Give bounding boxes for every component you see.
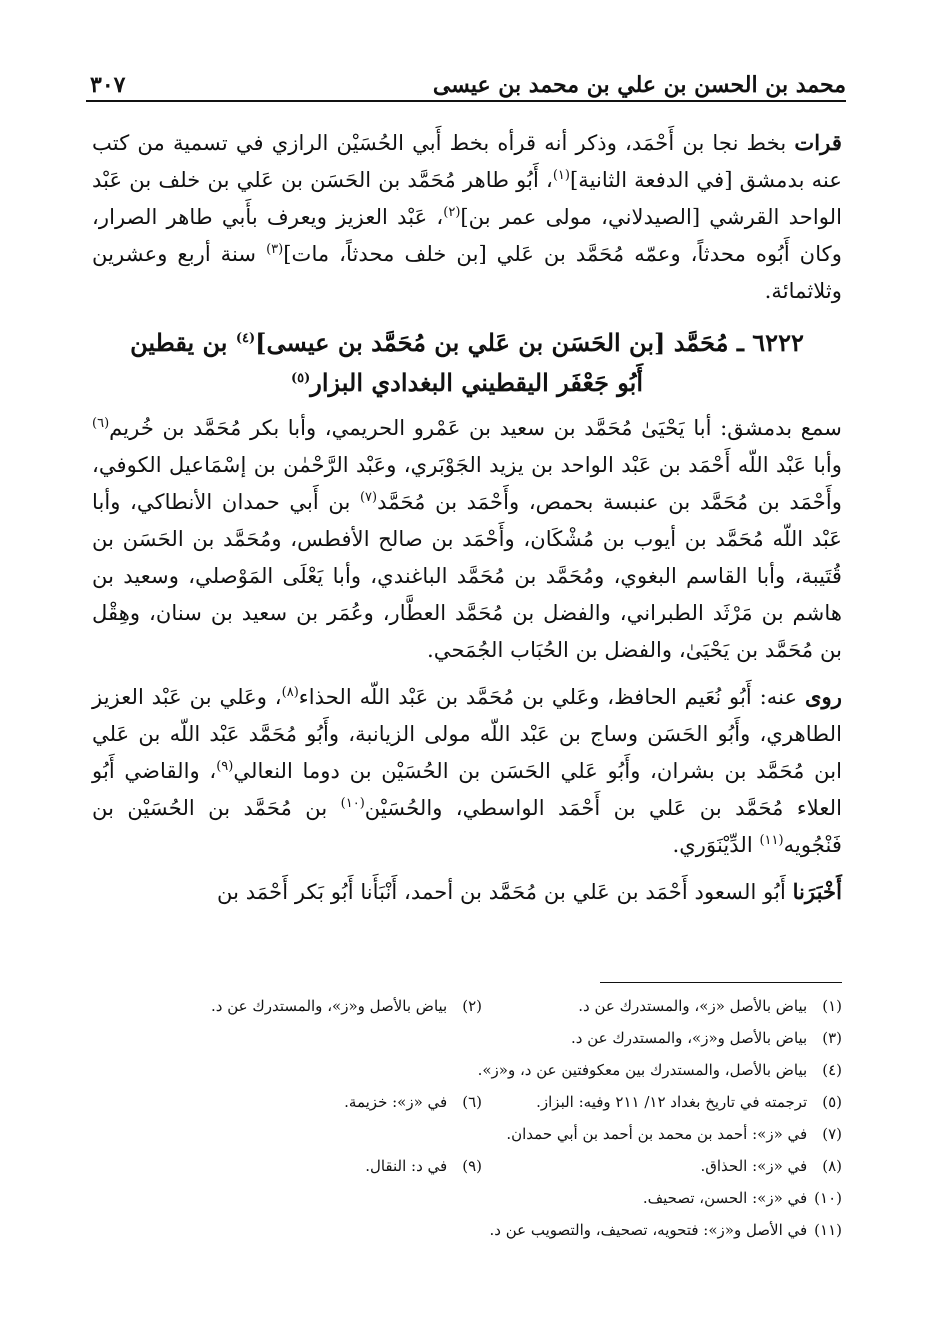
text-run: وأبا عَبْد اللّه أَحْمَد بن عَبْد الواحد بن يزيد الجَوْبَري، وعَبْد الرَّحْمٰن بن إسْمَاعيل الكوفي، وأَحْمَد بن مُحَمَّد بن عنبسة بحمص، وأَحْمَد بن مُحَمَّد	[92, 452, 842, 514]
footnote-ref[interactable]: (٣)	[266, 241, 284, 257]
footnote-ref[interactable]: (٢)	[443, 204, 461, 220]
footnote-ref[interactable]: (١)	[552, 167, 570, 183]
footnote-row	[100, 1118, 842, 1150]
footnote-text: في الأصل و«ز»: فتحويه، تصحيف، والتصويب عن د.	[489, 1221, 808, 1239]
footnote-row	[100, 990, 842, 1022]
footnote	[478, 1054, 842, 1086]
text-run: ، عَبْد العزيز ويعرف بأَبي طاهر الصرار، وكان أَبُوه محدثاً، وعمّه مُحَمَّد بن عَلي [بن خلف محدثاً، مات]	[92, 204, 842, 266]
footnote-row	[100, 1054, 842, 1086]
footnote-row	[100, 1214, 842, 1246]
footnotes	[100, 990, 842, 1246]
text-run: ، وعَلي بن عَبْد العزيز الطاهري، وأَبُو الحَسَن وساج بن عَبْد اللّه مولى الزيانبة، وأَبُو مُحَمَّد عَبْد اللّه بن عَلي ابن مُحَمَّد بن بشران، وأَبُو عَلي الحَسَن بن الحُسَيْن بن دوما النعالي	[92, 684, 843, 783]
footnote-number: (٣)	[822, 1029, 842, 1047]
footnote-text: في «ز»: أحمد بن محمد بن أحمد بن أبي حمدان.	[506, 1125, 808, 1143]
footnotes-rule	[600, 982, 842, 983]
text-run: ٦٢٢٢ ـ مُحَمَّد [بن الحَسَن بن عَلي بن مُحَمَّد بن عيسى]	[255, 328, 804, 357]
footnote-number: (١١)	[814, 1221, 842, 1239]
footnote-text: بياض بالأصل «ز»، والمستدرك عن د.	[578, 997, 808, 1015]
footnote-text: في «ز»: الحذاق.	[700, 1157, 808, 1175]
footnote-text: بياض بالأصل و«ز»، والمستدرك عن د.	[571, 1029, 808, 1047]
header-rule	[86, 100, 846, 102]
footnote-ref[interactable]: (٥)	[290, 371, 311, 386]
running-title: محمد بن الحسن بن علي بن محمد بن عيسى	[432, 72, 846, 98]
footnote-number: (١)	[822, 997, 842, 1015]
footnote-number: (٨)	[822, 1157, 842, 1175]
text-run: الدِّيْنَوَري.	[672, 832, 760, 857]
footnote	[482, 1086, 842, 1118]
text-run: ، أَبُو طاهر مُحَمَّد بن الحَسَن بن عَلي بن خلف بن عَبْد الواحد القرشي [الصيدلاني، مولى عمر بن]	[92, 167, 842, 229]
footnote-text: في «ز»: الحسن، تصحيف.	[642, 1189, 808, 1207]
footnote-number: (٥)	[822, 1093, 842, 1111]
footnote-ref[interactable]: (١٠)	[340, 795, 365, 811]
footnote	[643, 1182, 842, 1214]
footnote	[365, 1150, 482, 1182]
footnote	[482, 990, 842, 1022]
footnote	[571, 1022, 842, 1054]
text-run: أَبُو جَعْفَر اليقطيني البغدادي البزار	[310, 368, 644, 397]
footnote-ref[interactable]: (٩)	[216, 758, 234, 774]
footnote-row	[100, 1022, 842, 1054]
text-run: ، والقاضي أَبُو العلاء مُحَمَّد بن عَلي بن أَحْمَد الواسطي، والحُسَيْن	[92, 758, 842, 820]
footnote-text: بياض بالأصل و«ز»، والمستدرك عن د.	[211, 997, 448, 1015]
text-run: بن يقطين	[130, 328, 236, 357]
footnote-row	[100, 1182, 842, 1214]
paragraph-heard	[92, 409, 842, 668]
paragraph-informed	[92, 873, 842, 910]
footnote	[482, 1150, 842, 1182]
footnote-number: (٩)	[462, 1157, 482, 1175]
text-run: عنه: أَبُو نُعَيم الحافظ، وعَلي بن مُحَمَّد بن عَبْد اللّه الحذاء	[298, 684, 805, 709]
footnote	[211, 990, 482, 1022]
entry-heading-line-1	[92, 323, 842, 363]
paragraph-reading	[92, 124, 842, 309]
running-head	[90, 58, 846, 98]
text-run: أَبُو السعود أَحْمَد بن عَلي بن مُحَمَّد بن أحمد، أَنْبَأَنا أَبُو بَكر أَحْمَد بن	[216, 879, 793, 904]
footnote-text: في د: النقال.	[365, 1157, 448, 1175]
paragraph-narrated	[92, 678, 842, 863]
footnote	[490, 1214, 842, 1246]
text-run: سنة أربع وعشرين وثلاثمائة.	[92, 241, 842, 303]
lead-word: قرات	[794, 130, 842, 155]
text-run: بخط نجا بن أَحْمَد، وذكر أنه قرأه بخط أَبي الحُسَيْن الرازي في تسمية من كتب عنه بدمشق [في الدفعة الثانية]	[92, 130, 842, 192]
footnote-text: بياض بالأصل، والمستدرك بين معكوفتين عن د، و«ز».	[477, 1061, 808, 1079]
footnote	[506, 1118, 842, 1150]
page-number: ٣٠٧	[90, 72, 126, 98]
footnote-text: ترجمته في تاريخ بغداد ١٢/ ٢١١ وفيه: البزاز.	[536, 1093, 808, 1111]
footnote-number: (٢)	[462, 997, 482, 1015]
footnote-ref[interactable]: (٨)	[281, 684, 299, 700]
footnote-ref[interactable]: (١١)	[759, 832, 784, 848]
footnote-number: (٧)	[822, 1125, 842, 1143]
footnote	[344, 1086, 482, 1118]
footnote-number: (٦)	[462, 1093, 482, 1111]
footnote-text: في «ز»: خزيمة.	[344, 1093, 448, 1111]
footnote-number: (١٠)	[814, 1189, 842, 1207]
lead-word: روى	[804, 684, 842, 709]
text-run: بن مُحَمَّد بن الحُسَيْن بن فَنْجُويه	[92, 795, 842, 857]
lead-word: أَخْبَرَنا	[792, 879, 842, 904]
entry-heading-line-2	[92, 363, 842, 403]
footnote-ref[interactable]: (٦)	[92, 415, 110, 431]
text-run: بن أَبي حمدان الأنطاكي، وأبا عَبْد اللّه مُحَمَّد بن أيوب بن مُشْكَان، وأَحْمَد بن صالح الأفطس، ومُحَمَّد بن الحَسَن بن قُتَيبة، وأبا القاسم البغوي، ومُحَمَّد بن مُحَمَّد الباغندي، وأبا يَعْلَى المَوْصلي، وسعيد بن هاشم بن مَرْثَد الطبراني، والفضل بن مُحَمَّد العطَّار، وعُمَر بن سعيد بن سنان، وهِقْل بن مُحَمَّد بن يَحْيَىٰ، والفضل بن الحُبَاب الجُمَحي.	[92, 489, 842, 662]
footnote-row	[100, 1086, 842, 1118]
footnote-number: (٤)	[822, 1061, 842, 1079]
footnote-ref[interactable]: (٤)	[235, 331, 256, 346]
text-run: سمع بدمشق: أبا يَحْيَىٰ مُحَمَّد بن سعيد بن عَمْرو الحريمي، وأبا بكر مُحَمَّد بن خُريم	[109, 415, 842, 440]
footnote-row	[100, 1150, 842, 1182]
main-text	[92, 124, 842, 910]
footnote-ref[interactable]: (٧)	[359, 489, 378, 505]
entry-heading	[92, 323, 842, 403]
